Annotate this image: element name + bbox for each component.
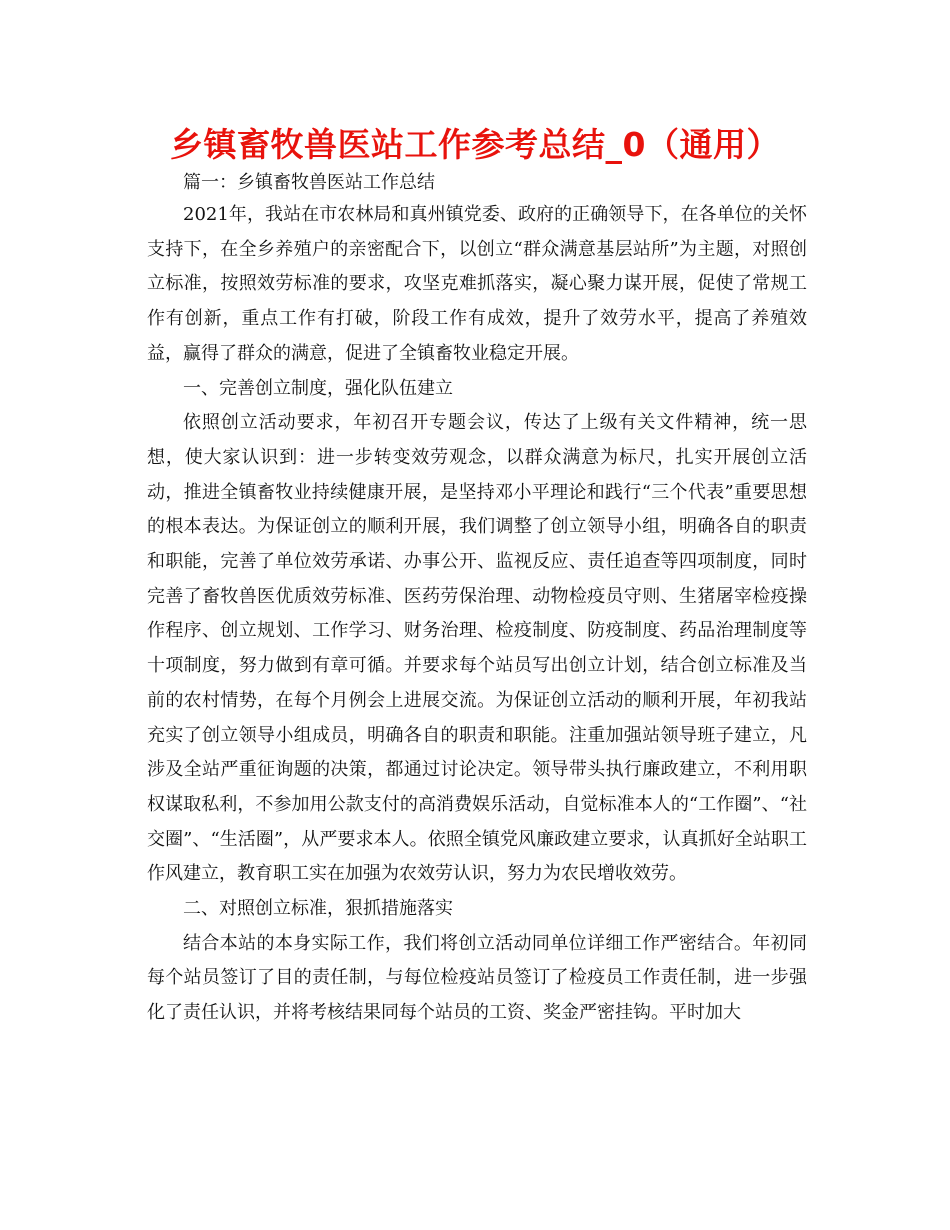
- section-heading: 二、对照创立标准，狠抓措施落实: [183, 898, 453, 920]
- section-heading: 一、完善创立制度，强化队伍建立: [183, 377, 453, 399]
- body-paragraph: 依照创立活动要求，年初召开专题会议，传达了上级有关文件精神，统一思想，使大家认识到：进一步转变效劳观念，以群众满意为标尺，扎实开展创立活动，推进全镇畜牧业持续健康开展，是坚持邓小平理论和践行“三个代表”重要思想的根本表达。为保证创立的顺利开展，我们调整了创立领导小组，明确各自的职责和职能，完善了单位效劳承诺、办事公开、监视反应、责任追查等四项制度，同时完善了畜牧兽医优质效劳标准、医药劳保治理、动物检疫员守则、生猪屠宰检疫操作程序、创立规划、工作学习、财务治理、检疫制度、防疫制度、药品治理制度等十项制度，努力做到有章可循。并要求每个站员写出创立计划，结合创立标准及当前的农村情势，在每个月例会上进展交流。为保证创立活动的顺利开展，年初我站充实了创立领导小组成员，明确各自的职责和职能。注重加强站领导班子建立，凡涉及全站严重征询题的决策，都通过讨论决定。领导带头执行廉政建立，不利用职权谋取私利，不参加用公款支付的高消费娱乐活动，自觉标准本人的“工作圈”、“社交圈”、“生活圈”，从严要求本人。依照全镇党风廉政建立要求，认真抓好全站职工作风建立，教育职工实在加强为农效劳认识，努力为农民增收效劳。: [147, 412, 807, 885]
- document-title: 乡镇畜牧兽医站工作参考总结_0（通用）: [170, 125, 780, 164]
- body-paragraph: 2021年，我站在市农林局和真州镇党委、政府的正确领导下，在各单位的关怀支持下，在全乡养殖户的亲密配合下，以创立“群众满意基层站所”为主题，对照创立标准，按照效劳标准的要求，攻坚克难抓落实，凝心聚力谋开展，促使了常规工作有创新，重点工作有打破，阶段工作有成效，提升了效劳水平，提高了养殖效益，赢得了群众的满意，促进了全镇畜牧业稳定开展。: [147, 204, 807, 364]
- section-subtitle: 篇一：乡镇畜牧兽医站工作总结: [183, 172, 435, 193]
- document-body: [147, 168, 807, 1031]
- body-paragraph: 结合本站的本身实际工作，我们将创立活动同单位详细工作严密结合。年初同每个站员签订了目的责任制，与每位检疫站员签订了检疫员工作责任制，进一步强化了责任认识，并将考核结果同每个站员的工资、奖金严密挂钩。平时加大: [147, 932, 807, 1024]
